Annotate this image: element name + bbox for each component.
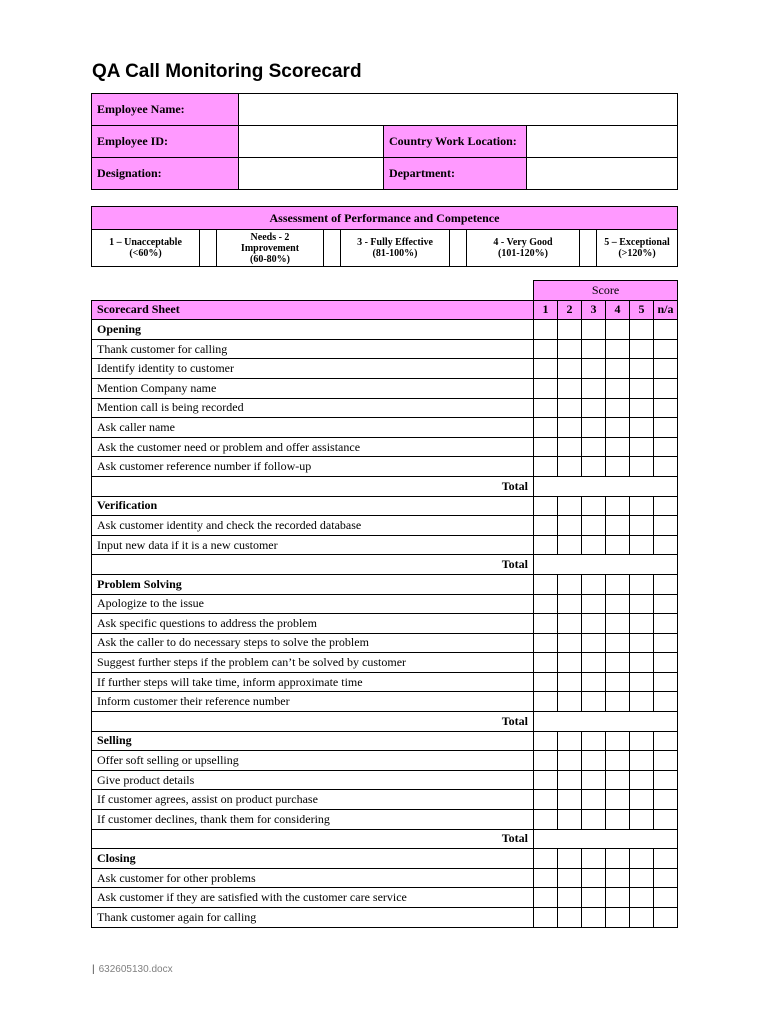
score-column-n/a: n/a (654, 300, 678, 320)
section-title: Selling (92, 731, 534, 751)
score-heading: Score (534, 281, 678, 301)
score-cell-4[interactable] (606, 888, 630, 908)
total-row (92, 712, 678, 732)
score-cell-4[interactable] (606, 751, 630, 771)
score-cell-2[interactable] (558, 594, 582, 614)
criteria-label: Mention call is being recorded (92, 398, 534, 418)
score-cell-n/a[interactable] (654, 339, 678, 359)
assessment-rating-box[interactable] (580, 230, 597, 267)
score-cell-2[interactable] (558, 888, 582, 908)
score-cell-4[interactable] (606, 457, 630, 477)
score-cell-4[interactable] (606, 908, 630, 928)
section-row (92, 849, 678, 869)
criteria-label: Ask the customer need or problem and offer assistance (92, 437, 534, 457)
score-cell-1[interactable] (534, 320, 558, 340)
criteria-row (92, 770, 678, 790)
score-column-2: 2 (558, 300, 582, 320)
score-cell-1[interactable] (534, 672, 558, 692)
score-cell-3[interactable] (582, 594, 606, 614)
section-row (92, 496, 678, 516)
criteria-label: Thank customer for calling (92, 339, 534, 359)
score-cell-4[interactable] (606, 398, 630, 418)
score-column-4: 4 (606, 300, 630, 320)
criteria-row (92, 790, 678, 810)
criteria-label: Mention Company name (92, 378, 534, 398)
employee-name-label: Employee Name: (92, 94, 239, 126)
score-cell-1[interactable] (534, 378, 558, 398)
score-cell-5[interactable] (630, 751, 654, 771)
score-cell-3[interactable] (582, 614, 606, 634)
score-cell-2[interactable] (558, 633, 582, 653)
assessment-level-2-line2: Improvement (240, 242, 300, 254)
score-cell-3[interactable] (582, 790, 606, 810)
score-cell-1[interactable] (534, 692, 558, 712)
score-cell-3[interactable] (582, 398, 606, 418)
criteria-label: Offer soft selling or upselling (92, 751, 534, 771)
score-cell-2[interactable] (558, 614, 582, 634)
score-cell-3[interactable] (582, 496, 606, 516)
score-cell-3[interactable] (582, 653, 606, 673)
section-title: Closing (92, 849, 534, 869)
criteria-row (92, 535, 678, 555)
assessment-level-5-line2: (>120%) (618, 248, 656, 259)
criteria-row (92, 457, 678, 477)
blank-cell (92, 281, 534, 301)
score-cell-3[interactable] (582, 320, 606, 340)
score-cell-5[interactable] (630, 594, 654, 614)
section-title: Opening (92, 320, 534, 340)
criteria-row (92, 908, 678, 928)
assessment-levels-row (92, 230, 678, 267)
score-cell-1[interactable] (534, 457, 558, 477)
section-row (92, 320, 678, 340)
score-cell-n/a[interactable] (654, 692, 678, 712)
score-cell-5[interactable] (630, 810, 654, 830)
criteria-label: Suggest further steps if the problem can’t be solved by customer (92, 653, 534, 673)
score-cell-2[interactable] (558, 437, 582, 457)
country-work-location-label: Country Work Location: (384, 126, 527, 158)
designation-field[interactable] (239, 158, 384, 190)
score-cell-4[interactable] (606, 516, 630, 536)
country-work-location-field[interactable] (527, 126, 678, 158)
score-cell-4[interactable] (606, 378, 630, 398)
score-cell-5[interactable] (630, 496, 654, 516)
score-cell-1[interactable] (534, 535, 558, 555)
section-row (92, 574, 678, 594)
score-cell-5[interactable] (630, 516, 654, 536)
score-cell-2[interactable] (558, 692, 582, 712)
criteria-row (92, 692, 678, 712)
assessment-level-3-line1: 3 - Fully Effective (357, 237, 433, 248)
score-cell-2[interactable] (558, 574, 582, 594)
score-cell-1[interactable] (534, 594, 558, 614)
score-cell-1[interactable] (534, 810, 558, 830)
score-cell-4[interactable] (606, 849, 630, 869)
scorecard-table (91, 280, 678, 928)
score-cell-5[interactable] (630, 849, 654, 869)
criteria-label: If further steps will take time, inform approximate time (92, 672, 534, 692)
criteria-row (92, 359, 678, 379)
scorecard-sheet-label: Scorecard Sheet (92, 300, 534, 320)
score-cell-n/a[interactable] (654, 496, 678, 516)
score-cell-2[interactable] (558, 496, 582, 516)
assessment-level-1-line2: (<60%) (129, 248, 162, 259)
score-cell-n/a[interactable] (654, 516, 678, 536)
score-cell-n/a[interactable] (654, 378, 678, 398)
criteria-row (92, 888, 678, 908)
total-row (92, 476, 678, 496)
score-cell-n/a[interactable] (654, 535, 678, 555)
score-cell-3[interactable] (582, 418, 606, 438)
assessment-level-2 (217, 230, 324, 267)
score-cell-3[interactable] (582, 810, 606, 830)
department-label: Department: (384, 158, 527, 190)
criteria-row (92, 398, 678, 418)
score-cell-3[interactable] (582, 672, 606, 692)
score-cell-1[interactable] (534, 496, 558, 516)
score-cell-n/a[interactable] (654, 437, 678, 457)
score-cell-4[interactable] (606, 672, 630, 692)
employee-id-field[interactable] (239, 126, 384, 158)
criteria-row (92, 633, 678, 653)
criteria-label: Ask customer if they are satisfied with the customer care service (92, 888, 534, 908)
total-value-cell[interactable] (534, 712, 678, 732)
criteria-row (92, 594, 678, 614)
section-title: Problem Solving (92, 574, 534, 594)
score-cell-n/a[interactable] (654, 398, 678, 418)
score-cell-n/a[interactable] (654, 790, 678, 810)
score-cell-5[interactable] (630, 359, 654, 379)
criteria-label: Ask customer reference number if follow-up (92, 457, 534, 477)
score-cell-5[interactable] (630, 339, 654, 359)
score-cell-4[interactable] (606, 633, 630, 653)
score-cell-5[interactable] (630, 731, 654, 751)
score-cell-2[interactable] (558, 516, 582, 536)
employee-name-field[interactable] (239, 94, 678, 126)
assessment-level-3-line2: (81-100%) (372, 248, 418, 259)
assessment-level-1-line1: 1 – Unacceptable (109, 237, 182, 248)
score-cell-3[interactable] (582, 751, 606, 771)
score-cell-2[interactable] (558, 908, 582, 928)
score-cell-n/a[interactable] (654, 614, 678, 634)
assessment-heading: Assessment of Performance and Competence (92, 207, 678, 230)
score-cell-4[interactable] (606, 692, 630, 712)
score-cell-1[interactable] (534, 437, 558, 457)
score-cell-n/a[interactable] (654, 888, 678, 908)
criteria-row (92, 810, 678, 830)
score-cell-2[interactable] (558, 849, 582, 869)
criteria-label: Ask customer for other problems (92, 868, 534, 888)
score-cell-5[interactable] (630, 614, 654, 634)
criteria-row (92, 751, 678, 771)
score-column-1: 1 (534, 300, 558, 320)
score-cell-2[interactable] (558, 535, 582, 555)
score-cell-n/a[interactable] (654, 457, 678, 477)
criteria-row (92, 653, 678, 673)
total-row (92, 829, 678, 849)
score-cell-5[interactable] (630, 770, 654, 790)
score-cell-1[interactable] (534, 359, 558, 379)
score-cell-2[interactable] (558, 790, 582, 810)
score-cell-5[interactable] (630, 672, 654, 692)
score-cell-3[interactable] (582, 908, 606, 928)
score-cell-3[interactable] (582, 437, 606, 457)
total-value-cell[interactable] (534, 476, 678, 496)
score-cell-1[interactable] (534, 418, 558, 438)
score-cell-n/a[interactable] (654, 418, 678, 438)
score-cell-n/a[interactable] (654, 633, 678, 653)
score-cell-3[interactable] (582, 339, 606, 359)
score-cell-5[interactable] (630, 574, 654, 594)
score-cell-4[interactable] (606, 418, 630, 438)
score-cell-2[interactable] (558, 653, 582, 673)
score-cell-n/a[interactable] (654, 751, 678, 771)
column-header-row (92, 300, 678, 320)
score-cell-2[interactable] (558, 339, 582, 359)
total-value-cell[interactable] (534, 555, 678, 575)
criteria-row (92, 614, 678, 634)
score-cell-3[interactable] (582, 888, 606, 908)
score-cell-2[interactable] (558, 672, 582, 692)
score-cell-4[interactable] (606, 496, 630, 516)
total-value-cell[interactable] (534, 829, 678, 849)
score-cell-5[interactable] (630, 378, 654, 398)
score-cell-n/a[interactable] (654, 672, 678, 692)
assessment-rating-box[interactable] (200, 230, 217, 267)
score-cell-n/a[interactable] (654, 849, 678, 869)
score-cell-2[interactable] (558, 418, 582, 438)
score-cell-5[interactable] (630, 535, 654, 555)
score-cell-4[interactable] (606, 535, 630, 555)
assessment-table (91, 206, 678, 267)
score-cell-n/a[interactable] (654, 574, 678, 594)
score-cell-3[interactable] (582, 516, 606, 536)
score-cell-1[interactable] (534, 398, 558, 418)
score-cell-1[interactable] (534, 574, 558, 594)
score-cell-1[interactable] (534, 888, 558, 908)
score-cell-4[interactable] (606, 770, 630, 790)
score-cell-1[interactable] (534, 614, 558, 634)
score-cell-1[interactable] (534, 516, 558, 536)
score-cell-3[interactable] (582, 692, 606, 712)
score-cell-4[interactable] (606, 731, 630, 751)
score-cell-2[interactable] (558, 457, 582, 477)
score-cell-n/a[interactable] (654, 653, 678, 673)
criteria-label: If customer declines, thank them for considering (92, 810, 534, 830)
score-cell-2[interactable] (558, 751, 582, 771)
score-cell-5[interactable] (630, 653, 654, 673)
score-cell-n/a[interactable] (654, 810, 678, 830)
score-cell-4[interactable] (606, 339, 630, 359)
footer (92, 964, 173, 975)
score-cell-5[interactable] (630, 457, 654, 477)
assessment-rating-box[interactable] (324, 230, 341, 267)
score-cell-5[interactable] (630, 692, 654, 712)
section-title: Verification (92, 496, 534, 516)
score-cell-1[interactable] (534, 849, 558, 869)
score-cell-1[interactable] (534, 339, 558, 359)
score-cell-4[interactable] (606, 790, 630, 810)
score-cell-4[interactable] (606, 320, 630, 340)
score-cell-5[interactable] (630, 888, 654, 908)
total-label: Total (92, 829, 534, 849)
score-cell-n/a[interactable] (654, 868, 678, 888)
score-cell-3[interactable] (582, 770, 606, 790)
page-title: QA Call Monitoring Scorecard (92, 61, 362, 82)
score-cell-2[interactable] (558, 398, 582, 418)
score-cell-3[interactable] (582, 731, 606, 751)
footer-filename: 632605130.docx (98, 964, 173, 975)
score-cell-1[interactable] (534, 731, 558, 751)
assessment-rating-box[interactable] (450, 230, 467, 267)
criteria-label: Apologize to the issue (92, 594, 534, 614)
criteria-label: Ask caller name (92, 418, 534, 438)
criteria-row (92, 516, 678, 536)
footer-bar-icon: | (92, 964, 95, 975)
criteria-row (92, 418, 678, 438)
criteria-row (92, 378, 678, 398)
score-cell-5[interactable] (630, 908, 654, 928)
score-cell-2[interactable] (558, 810, 582, 830)
assessment-level-2-line1: Needs - 2 (250, 231, 290, 243)
score-cell-1[interactable] (534, 908, 558, 928)
assessment-level-4-line1: 4 - Very Good (493, 237, 553, 248)
score-header-row (92, 281, 678, 301)
score-cell-5[interactable] (630, 418, 654, 438)
score-cell-4[interactable] (606, 359, 630, 379)
criteria-label: Ask the caller to do necessary steps to solve the problem (92, 633, 534, 653)
score-cell-5[interactable] (630, 398, 654, 418)
assessment-level-4-line2: (101-120%) (498, 248, 548, 259)
criteria-label: Give product details (92, 770, 534, 790)
score-cell-1[interactable] (534, 770, 558, 790)
score-cell-1[interactable] (534, 751, 558, 771)
score-cell-1[interactable] (534, 653, 558, 673)
score-cell-5[interactable] (630, 633, 654, 653)
score-cell-n/a[interactable] (654, 320, 678, 340)
score-cell-2[interactable] (558, 359, 582, 379)
score-cell-3[interactable] (582, 633, 606, 653)
score-cell-n/a[interactable] (654, 594, 678, 614)
score-cell-4[interactable] (606, 437, 630, 457)
score-cell-2[interactable] (558, 378, 582, 398)
criteria-row (92, 672, 678, 692)
department-field[interactable] (527, 158, 678, 190)
assessment-level-5 (597, 230, 678, 267)
score-cell-4[interactable] (606, 574, 630, 594)
score-cell-2[interactable] (558, 320, 582, 340)
score-cell-5[interactable] (630, 790, 654, 810)
score-cell-2[interactable] (558, 770, 582, 790)
score-column-3: 3 (582, 300, 606, 320)
total-label: Total (92, 712, 534, 732)
score-cell-n/a[interactable] (654, 908, 678, 928)
score-cell-5[interactable] (630, 320, 654, 340)
criteria-row (92, 339, 678, 359)
score-cell-4[interactable] (606, 653, 630, 673)
score-cell-4[interactable] (606, 614, 630, 634)
assessment-level-4 (467, 230, 580, 267)
score-cell-2[interactable] (558, 731, 582, 751)
score-cell-3[interactable] (582, 868, 606, 888)
score-cell-4[interactable] (606, 594, 630, 614)
score-cell-3[interactable] (582, 535, 606, 555)
section-row (92, 731, 678, 751)
criteria-row (92, 437, 678, 457)
score-cell-3[interactable] (582, 849, 606, 869)
criteria-label: Inform customer their reference number (92, 692, 534, 712)
score-cell-3[interactable] (582, 574, 606, 594)
criteria-label: Thank customer again for calling (92, 908, 534, 928)
score-cell-3[interactable] (582, 457, 606, 477)
score-cell-2[interactable] (558, 868, 582, 888)
criteria-label: If customer agrees, assist on product purchase (92, 790, 534, 810)
criteria-label: Ask specific questions to address the problem (92, 614, 534, 634)
score-cell-n/a[interactable] (654, 770, 678, 790)
score-cell-n/a[interactable] (654, 359, 678, 379)
employee-info-table (91, 93, 678, 190)
score-cell-1[interactable] (534, 790, 558, 810)
designation-label: Designation: (92, 158, 239, 190)
employee-id-label: Employee ID: (92, 126, 239, 158)
score-cell-1[interactable] (534, 633, 558, 653)
score-cell-3[interactable] (582, 378, 606, 398)
score-column-5: 5 (630, 300, 654, 320)
criteria-row (92, 868, 678, 888)
assessment-level-5-line1: 5 – Exceptional (604, 237, 670, 248)
score-cell-3[interactable] (582, 359, 606, 379)
total-row (92, 555, 678, 575)
criteria-label: Input new data if it is a new customer (92, 535, 534, 555)
score-cell-n/a[interactable] (654, 731, 678, 751)
score-cell-5[interactable] (630, 437, 654, 457)
score-cell-1[interactable] (534, 868, 558, 888)
score-cell-5[interactable] (630, 868, 654, 888)
assessment-level-3 (341, 230, 450, 267)
total-label: Total (92, 476, 534, 496)
criteria-label: Ask customer identity and check the recorded database (92, 516, 534, 536)
total-label: Total (92, 555, 534, 575)
score-cell-4[interactable] (606, 868, 630, 888)
score-cell-4[interactable] (606, 810, 630, 830)
assessment-level-1 (92, 230, 200, 267)
assessment-level-2-line3: (60-80%) (250, 253, 290, 265)
criteria-label: Identify identity to customer (92, 359, 534, 379)
